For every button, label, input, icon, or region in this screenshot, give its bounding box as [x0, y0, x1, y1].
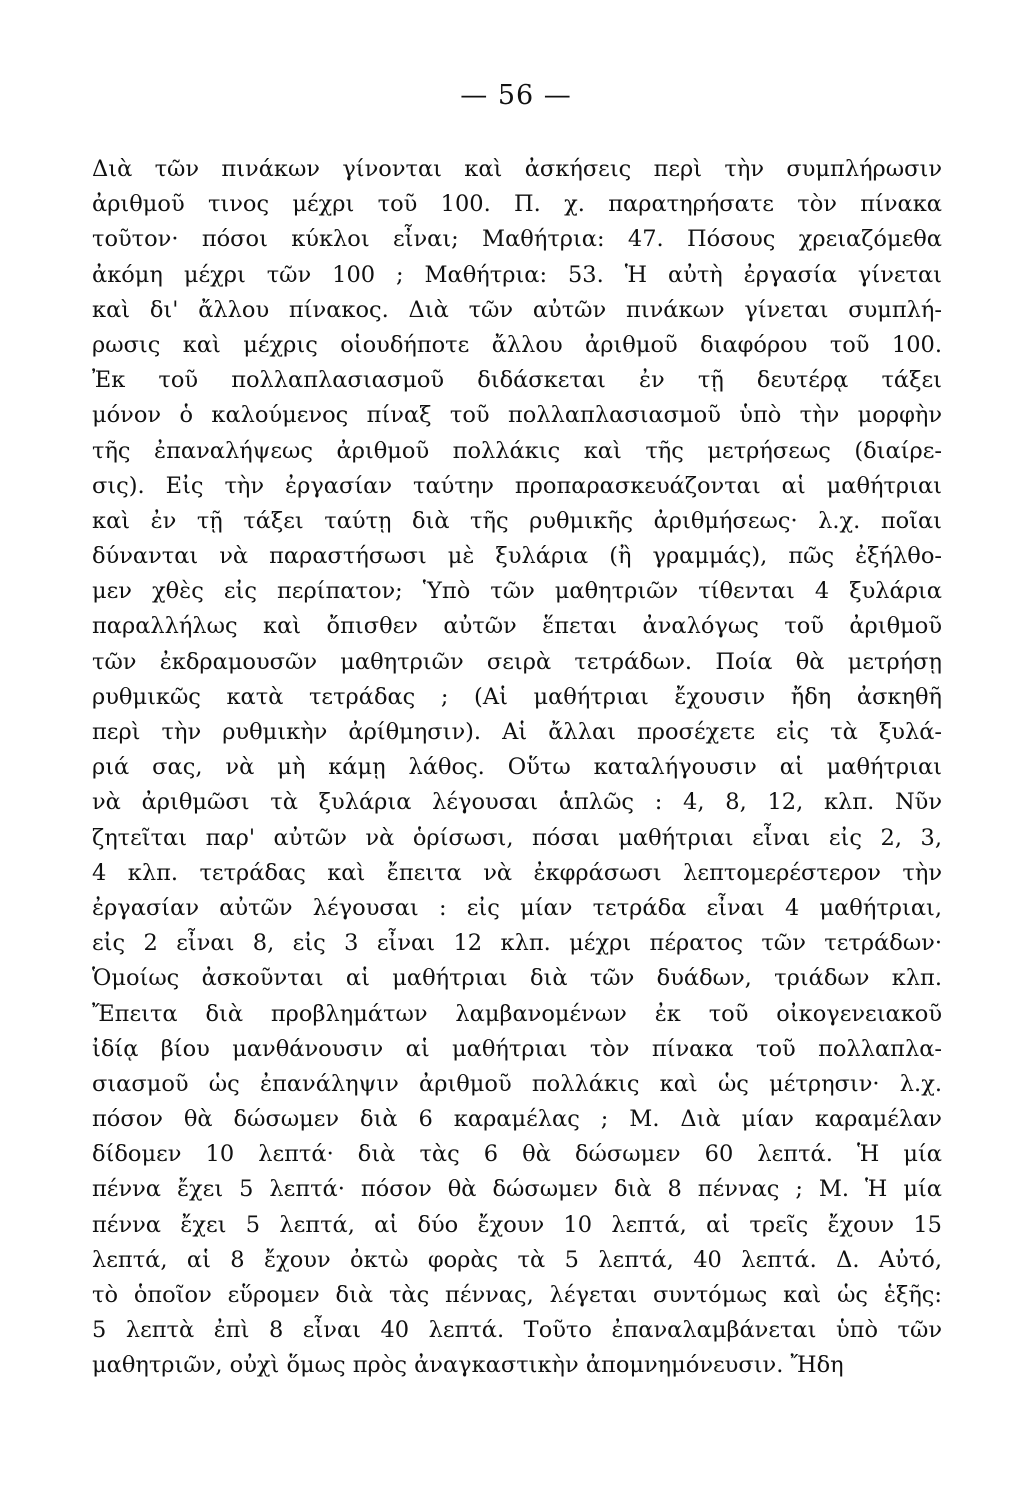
text-line: Ἐκ τοῦ πολλαπλασιασμοῦ διδάσκεται ἐν τῇ δευτέρᾳ τάξει: [92, 367, 942, 394]
text-line: εἰς 2 εἶναι 8, εἰς 3 εἶναι 12 κλπ. μέχρι πέρατος τῶν τετράδων·: [92, 930, 942, 957]
text-line: ρωσις καὶ μέχρις οἱουδήποτε ἄλλου ἀριθμοῦ διαφόρου τοῦ 100.: [92, 331, 942, 358]
text-line: ἀριθμοῦ τινος μέχρι τοῦ 100. Π. χ. παρατηρήσατε τὸν πίνακα: [92, 191, 942, 218]
body-text: [92, 152, 942, 1384]
text-line: καὶ ἐν τῇ τάξει ταύτῃ διὰ τῆς ρυθμικῆς ἀριθμήσεως· λ.χ. ποῖαι: [92, 507, 942, 534]
text-line: 5 λεπτὰ ἐπὶ 8 εἶναι 40 λεπτά. Τοῦτο ἐπαναλαμβάνεται ὑπὸ τῶν: [92, 1317, 942, 1344]
text-line: μεν χθὲς εἰς περίπατον; Ὑπὸ τῶν μαθητριῶν τίθενται 4 ξυλάρια: [92, 578, 942, 605]
text-line: δύνανται νὰ παραστήσωσι μὲ ξυλάρια (ἢ γραμμάς), πῶς ἐξήλθο-: [92, 543, 942, 570]
text-line: μαθητριῶν, οὐχὶ ὅμως πρὸς ἀναγκαστικὴν ἀπομνημόνευσιν. Ἤδη: [92, 1352, 844, 1379]
text-line: ἐργασίαν αὐτῶν λέγουσαι : εἰς μίαν τετράδα εἶναι 4 μαθήτριαι,: [92, 894, 942, 921]
text-line: ἀκόμη μέχρι τῶν 100 ; Μαθήτρια: 53. Ἡ αὐτὴ ἐργασία γίνεται: [92, 261, 942, 288]
text-line: πέννα ἔχει 5 λεπτά· πόσον θὰ δώσωμεν διὰ 8 πέννας ; Μ. Ἡ μία: [92, 1176, 942, 1203]
text-line: καὶ δι' ἄλλου πίνακος. Διὰ τῶν αὐτῶν πινάκων γίνεται συμπλή-: [92, 296, 942, 323]
text-line: περὶ τὴν ρυθμικὴν ἀρίθμησιν). Αἱ ἄλλαι προσέχετε εἰς τὰ ξυλά-: [92, 719, 942, 745]
text-line: τῶν ἐκδραμουσῶν μαθητριῶν σειρὰ τετράδων. Ποία θὰ μετρήσῃ: [92, 648, 942, 675]
text-line: νὰ ἀριθμῶσι τὰ ξυλάρια λέγουσαι ἁπλῶς : 4, 8, 12, κλπ. Νῦν: [92, 789, 942, 816]
text-line: μόνον ὁ καλούμενος πίναξ τοῦ πολλαπλασιασμοῦ ὑπὸ τὴν μορφὴν: [92, 402, 942, 429]
text-line: δίδομεν 10 λεπτά· διὰ τὰς 6 θὰ δώσωμεν 60 λεπτά. Ἡ μία: [92, 1141, 942, 1168]
text-line: Ὁμοίως ἀσκοῦνται αἱ μαθήτριαι διὰ τῶν δυάδων, τριάδων κλπ.: [92, 965, 942, 992]
text-line: σιασμοῦ ὡς ἐπανάληψιν ἀριθμοῦ πολλάκις καὶ ὡς μέτρησιν· λ.χ.: [92, 1070, 942, 1097]
text-line: ριά σας, νὰ μὴ κάμῃ λάθος. Οὕτω καταλήγουσιν αἱ μαθήτριαι: [92, 754, 942, 781]
text-line: λεπτά, αἱ 8 ἔχουν ὀκτὼ φορὰς τὰ 5 λεπτά, 40 λεπτά. Δ. Αὐτό,: [92, 1246, 942, 1273]
text-line: Ἔπειτα διὰ προβλημάτων λαμβανομένων ἐκ τοῦ οἰκογενειακοῦ: [92, 1000, 942, 1027]
page-number: — 56 —: [460, 80, 572, 111]
text-line: πόσον θὰ δώσωμεν διὰ 6 καραμέλας ; Μ. Διὰ μίαν καραμέλαν: [92, 1106, 942, 1133]
text-line: τῆς ἐπαναλήψεως ἀριθμοῦ πολλάκις καὶ τῆς μετρήσεως (διαίρε-: [92, 437, 942, 464]
text-line: πέννα ἔχει 5 λεπτά, αἱ δύο ἔχουν 10 λεπτά, αἱ τρεῖς ἔχουν 15: [92, 1211, 942, 1238]
text-line: 4 κλπ. τετράδας καὶ ἔπειτα νὰ ἐκφράσωσι λεπτομερέστερον τὴν: [92, 859, 942, 886]
text-line: ἰδίᾳ βίου μανθάνουσιν αἱ μαθήτριαι τὸν πίνακα τοῦ πολλαπλα-: [92, 1035, 942, 1062]
text-line: ρυθμικῶς κατὰ τετράδας ; (Αἱ μαθήτριαι ἔχουσιν ἤδη ἀσκηθῆ: [92, 683, 942, 710]
text-line: τὸ ὁποῖον εὕρομεν διὰ τὰς πέννας, λέγεται συντόμως καὶ ὡς ἑξῆς:: [92, 1282, 942, 1308]
text-line: ζητεῖται παρ' αὐτῶν νὰ ὁρίσωσι, πόσαι μαθήτριαι εἶναι εἰς 2, 3,: [92, 824, 942, 851]
text-line: σις). Εἰς τὴν ἐργασίαν ταύτην προπαρασκευάζονται αἱ μαθήτριαι: [92, 472, 942, 499]
text-line: παραλλήλως καὶ ὄπισθεν αὐτῶν ἕπεται ἀναλόγως τοῦ ἀριθμοῦ: [92, 613, 942, 640]
text-line: τοῦτον· πόσοι κύκλοι εἶναι; Μαθήτρια: 47. Πόσους χρειαζόμεθα: [92, 226, 942, 253]
text-line: Διὰ τῶν πινάκων γίνονται καὶ ἀσκήσεις περὶ τὴν συμπλήρωσιν: [92, 156, 942, 182]
